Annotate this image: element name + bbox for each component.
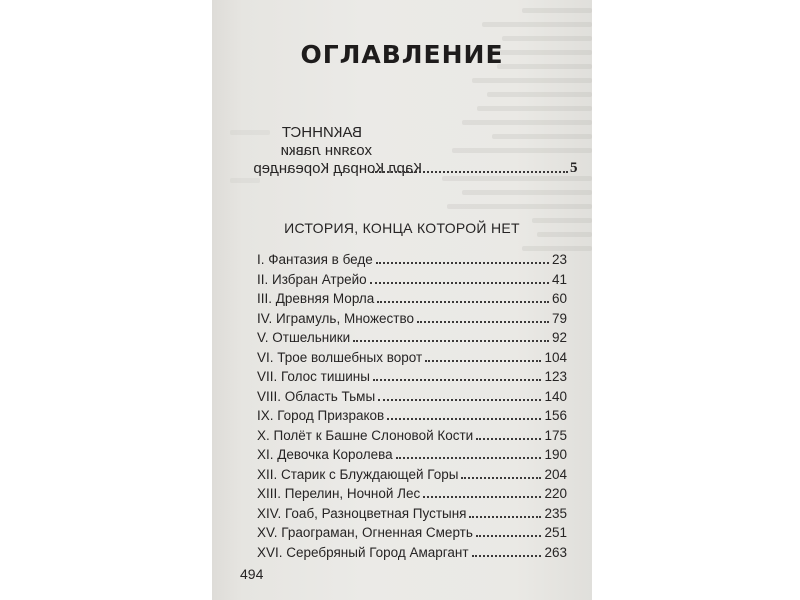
toc-entry-title: XII. Старик с Блуждающей Горы: [257, 466, 459, 482]
toc-entry-title: XVI. Серебряный Город Амаргант: [257, 544, 469, 560]
toc-leader-dots: [353, 340, 549, 342]
toc-entry: [257, 272, 567, 292]
header-page-number: 5: [570, 160, 578, 176]
toc-entry-title: X. Полёт к Башне Слоновой Кости: [257, 427, 474, 443]
toc-entry-title: XIV. Гоаб, Разноцветная Пустыня: [257, 505, 467, 521]
mirrored-header-line-1: ВАКИННСТ: [281, 124, 362, 141]
toc-entry-title: VI. Трое волшебных ворот: [257, 349, 423, 365]
toc-leader-dots: [472, 555, 542, 557]
toc-entry-title: VIII. Область Тьмы: [257, 388, 376, 404]
toc-entry-title: III. Древняя Морла: [257, 291, 375, 306]
toc-entry-page: 140: [544, 388, 567, 404]
toc-entry-title: II. Избран Атрейо: [257, 271, 367, 287]
toc-leader-dots: [377, 301, 549, 303]
toc-entry: [257, 506, 567, 526]
toc-entry-page: 235: [544, 505, 567, 521]
book-page: [212, 0, 592, 600]
toc-entry: [257, 311, 567, 331]
toc-entry: [257, 525, 567, 545]
toc-entry-page: 204: [544, 466, 567, 482]
toc-entry: [257, 408, 567, 428]
toc-entry: [257, 467, 567, 487]
table-of-contents: [257, 252, 567, 564]
toc-entry-title: XV. Граограман, Огненная Смерть: [257, 525, 473, 540]
toc-leader-dots: [370, 282, 549, 284]
toc-entry-title: V. Отшельники: [257, 330, 351, 345]
toc-entry-page: 104: [544, 349, 567, 365]
toc-entry: [257, 447, 567, 467]
toc-leader-dots: [373, 379, 542, 381]
toc-entry: [257, 389, 567, 409]
toc-entry: [257, 369, 567, 389]
toc-entry-page: 190: [544, 447, 567, 462]
toc-entry-page: 60: [551, 291, 567, 306]
toc-entry: [257, 428, 567, 448]
mirrored-header-line-3: Карл Конрад Кореандер: [253, 160, 422, 177]
toc-entry: [257, 545, 567, 565]
toc-entry-title: I. Фантазия в беде: [257, 252, 373, 267]
toc-leader-dots: [469, 516, 541, 518]
toc-entry-title: VII. Голос тишины: [257, 369, 370, 384]
toc-entry-page: 123: [544, 369, 567, 384]
toc-entry: [257, 291, 567, 311]
toc-entry-page: 251: [544, 525, 567, 540]
toc-entry-title: IV. Играмуль, Множество: [257, 310, 415, 326]
toc-entry-title: IX. Город Призраков: [257, 408, 385, 423]
toc-entry: [257, 330, 567, 350]
toc-entry-page: 263: [544, 544, 567, 560]
toc-entry-title: XIII. Перелин, Ночной Лес: [257, 486, 421, 501]
toc-leader-dots: [461, 477, 541, 479]
toc-entry-page: 175: [544, 427, 567, 443]
toc-entry-page: 23: [551, 252, 567, 267]
toc-entry: [257, 350, 567, 370]
toc-leader-dots: [396, 457, 542, 459]
toc-leader-dots: [376, 262, 549, 264]
toc-leader-dots: [387, 418, 541, 420]
toc-entry-title: XI. Девочка Королева: [257, 447, 393, 462]
page-title: ОГЛАВЛЕНИЕ: [300, 40, 504, 69]
toc-entry: [257, 486, 567, 506]
section-title: ИСТОРИЯ, КОНЦА КОТОРОЙ НЕТ: [284, 220, 520, 236]
mirrored-header-line-2: хозяин лавки: [280, 142, 372, 159]
page-number: 494: [240, 566, 264, 582]
toc-leader-dots: [425, 360, 541, 362]
toc-leader-dots: [476, 438, 541, 440]
toc-leader-dots: [476, 535, 542, 537]
toc-entry-page: 41: [551, 271, 567, 287]
toc-entry-page: 156: [544, 408, 567, 423]
toc-entry-page: 79: [551, 310, 567, 326]
toc-entry-page: 220: [544, 486, 567, 501]
toc-leader-dots: [378, 399, 541, 401]
header-leader-dots: [372, 171, 568, 173]
toc-leader-dots: [423, 496, 541, 498]
toc-entry: [257, 252, 567, 272]
toc-entry-page: 92: [551, 330, 567, 345]
toc-leader-dots: [417, 321, 549, 323]
